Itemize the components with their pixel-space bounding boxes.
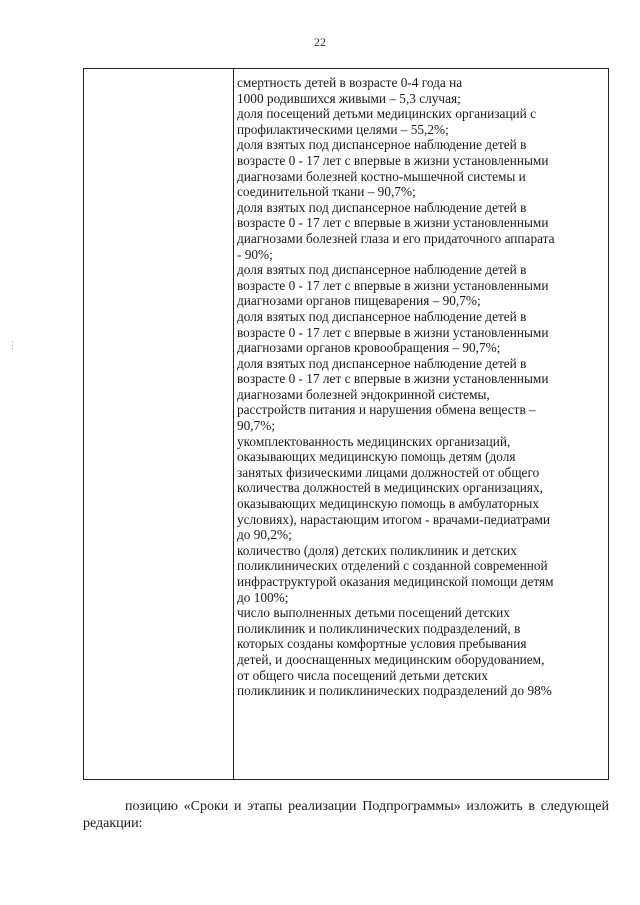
page-number: 22 [314, 35, 326, 49]
document-table [83, 68, 609, 780]
column-divider [233, 69, 234, 779]
table-right-cell: смертность детей в возрасте 0-4 года на 1000 родившихся живыми – 5,3 случая; доля посещений детьми медицинских организаций с профилактическими целями – 55,2%; доля взятых под диспансерное наблюдение детей в возрасте 0 - 17 лет с впервые в жизни установленными диагнозами болезней костно-мышечной системы и соединительной ткани – 90,7%; доля взятых под диспансерное наблюдение детей в возрасте 0 - 17 лет с впервые в жизни установленными диагнозами болезней глаза и его придаточного аппарата - 90%; доля взятых под диспансерное наблюдение детей в возрасте 0 - 17 лет с впервые в жизни установленными диагнозами органов пищеварения – 90,7%; доля взятых под диспансерное наблюдение детей в возрасте 0 - 17 лет с впервые в жизни установленными диагнозами органов кровообращения – 90,7%; доля взятых под диспансерное наблюдение детей в возрасте 0 - 17 лет с впервые в жизни установленными диагнозами болезней эндокринной системы, расстройств питания и нарушения обмена веществ – 90,7%; укомплектованность медицинских организаций, оказывающих медицинскую помощь детям (доля занятых физическими лицами должностей от общего количества должностей в медицинских организациях, оказывающих медицинскую помощь в амбулаторных условиях), нарастающим итогом - врачами-педиатрами до 90,2%; количество (доля) детских поликлиник и детских поликлинических отделений с созданной современной инфраструктурой оказания медицинской помощи детям до 100%; число выполненных детьми посещений детских поликлиник и поликлинических подразделений, в которых созданы комфортные условия пребывания детей, и дооснащенных медицинским оборудованием, от общего числа посещений детьми детских поликлиник и поликлинических подразделений до 98% [237, 75, 555, 699]
scan-margin-mark: ⋮ [8, 340, 17, 350]
body-paragraph: позицию «Сроки и этапы реализации Подпрограммы» изложить в следующей редакции: [83, 799, 609, 831]
